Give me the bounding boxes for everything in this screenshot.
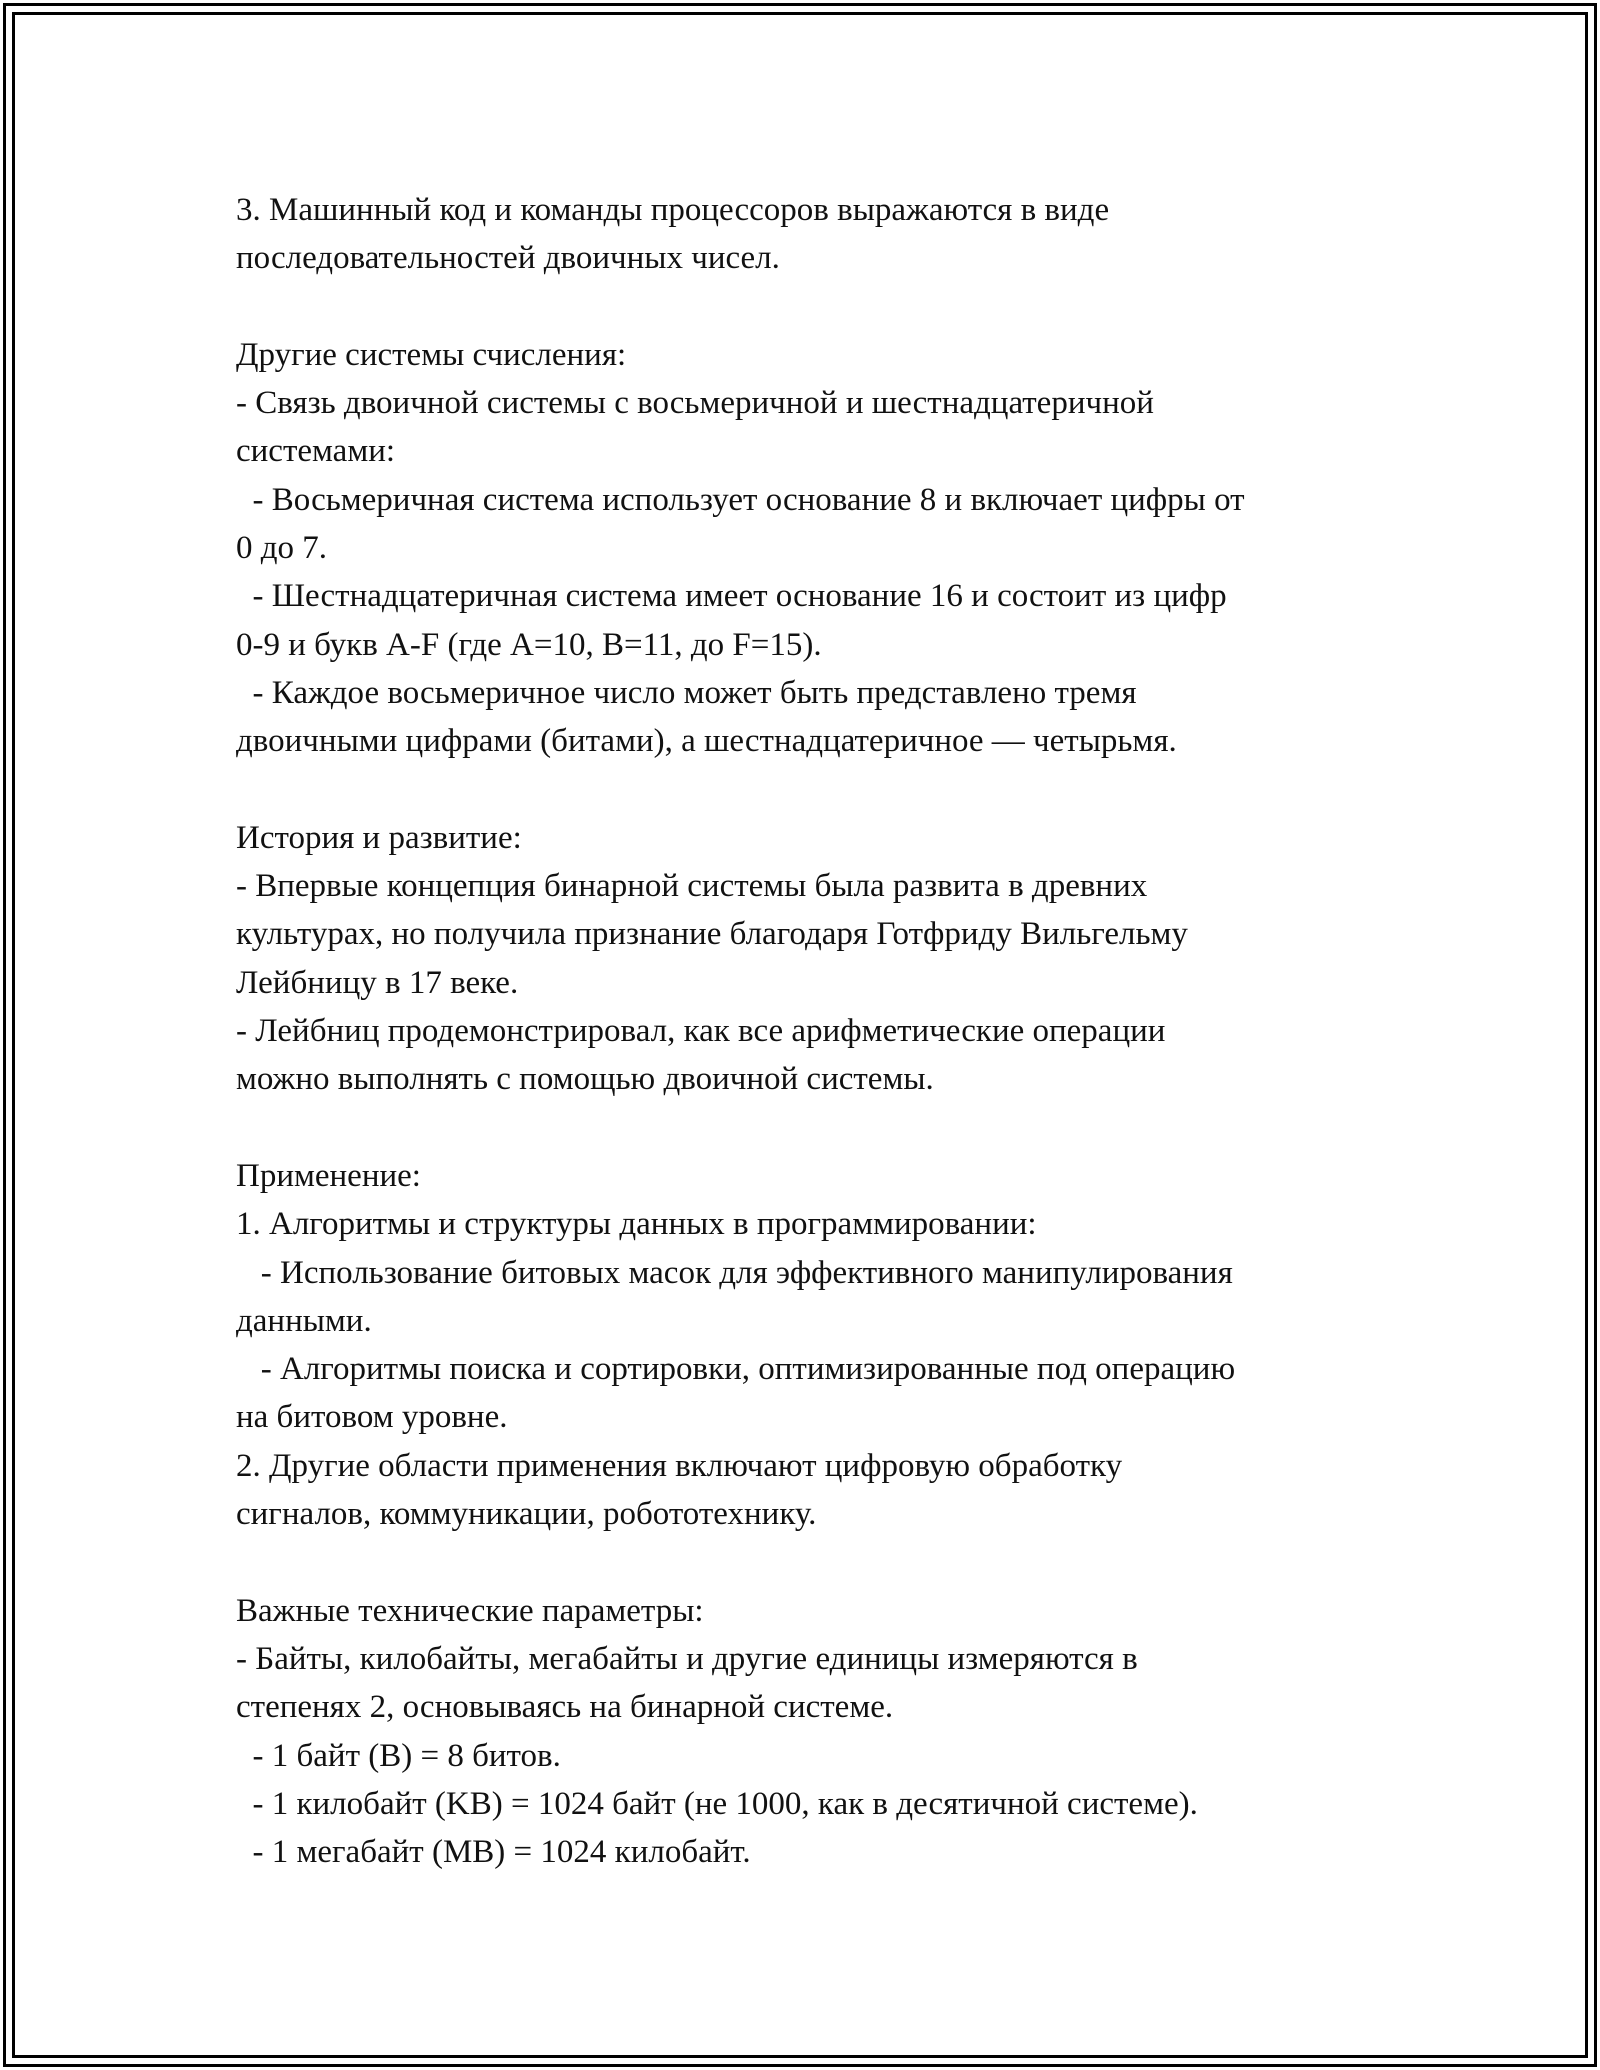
text-line: 2. Другие области применения включают цифровую обработку bbox=[236, 1447, 1123, 1484]
text-line: 3. Машинный код и команды процессоров выражаются в виде bbox=[236, 192, 1110, 228]
text-line: - 1 мегабайт (MB) = 1024 килобайт. bbox=[236, 1834, 751, 1871]
text-line: данными. bbox=[236, 1302, 372, 1339]
section-technical-parameters bbox=[236, 1587, 1416, 1877]
text-line: - Шестнадцатеричная система имеет основание 16 и состоит из цифр bbox=[236, 578, 1227, 615]
text-line: - Впервые концепция бинарной системы была развита в древних bbox=[236, 868, 1148, 905]
text-line: - Связь двоичной системы с восьмеричной и шестнадцатеричной bbox=[236, 385, 1154, 422]
text-line: можно выполнять с помощью двоичной системы. bbox=[236, 1061, 934, 1098]
section-heading: Важные технические параметры: bbox=[236, 1592, 704, 1629]
text-line: двоичными цифрами (битами), а шестнадцатеричное — четырьмя. bbox=[236, 723, 1177, 760]
section-other-systems bbox=[236, 331, 1416, 766]
text-line: 1. Алгоритмы и структуры данных в программировании: bbox=[236, 1206, 1037, 1243]
text-line: культурах, но получила признание благодаря Готфриду Вильгельму bbox=[236, 916, 1188, 953]
text-line: Лейбницу в 17 веке. bbox=[236, 964, 519, 1001]
text-line: - Байты, килобайты, мегабайты и другие единицы измеряются в bbox=[236, 1640, 1138, 1677]
section-heading: История и развитие: bbox=[236, 819, 522, 856]
paragraph-gap bbox=[236, 1104, 1416, 1152]
section-history bbox=[236, 814, 1416, 1104]
text-line: сигналов, коммуникации, робототехнику. bbox=[236, 1496, 817, 1533]
text-line: 0-9 и букв A-F (где A=10, B=11, до F=15). bbox=[236, 626, 822, 663]
text-line: - Алгоритмы поиска и сортировки, оптимизированные под операцию bbox=[236, 1351, 1236, 1388]
text-line: - Лейбниц продемонстрировал, как все арифметические операции bbox=[236, 1013, 1166, 1050]
section-applications bbox=[236, 1152, 1416, 1538]
document-body bbox=[236, 186, 1416, 1876]
section-heading: Применение: bbox=[236, 1157, 421, 1194]
text-line: системами: bbox=[236, 433, 396, 470]
text-line: - Использование битовых масок для эффективного манипулирования bbox=[236, 1254, 1233, 1291]
text-line: - Каждое восьмеричное число может быть представлено тремя bbox=[236, 674, 1137, 711]
paragraph-gap bbox=[236, 766, 1416, 814]
text-line: - Восьмеричная система использует основание 8 и включает цифры от bbox=[236, 481, 1245, 518]
text-line: - 1 байт (B) = 8 битов. bbox=[236, 1737, 561, 1774]
text-line: степенях 2, основываясь на бинарной системе. bbox=[236, 1689, 894, 1726]
paragraph-gap bbox=[236, 1538, 1416, 1586]
text-line: последовательностей двоичных чисел. bbox=[236, 240, 780, 277]
text-line: на битовом уровне. bbox=[236, 1399, 508, 1436]
paragraph-gap bbox=[236, 283, 1416, 331]
text-line: - 1 килобайт (KB) = 1024 байт (не 1000, как в десятичной системе). bbox=[236, 1785, 1198, 1822]
paragraph-machine-code bbox=[236, 186, 1416, 283]
text-line: 0 до 7. bbox=[236, 530, 328, 567]
section-heading: Другие системы счисления: bbox=[236, 336, 627, 373]
